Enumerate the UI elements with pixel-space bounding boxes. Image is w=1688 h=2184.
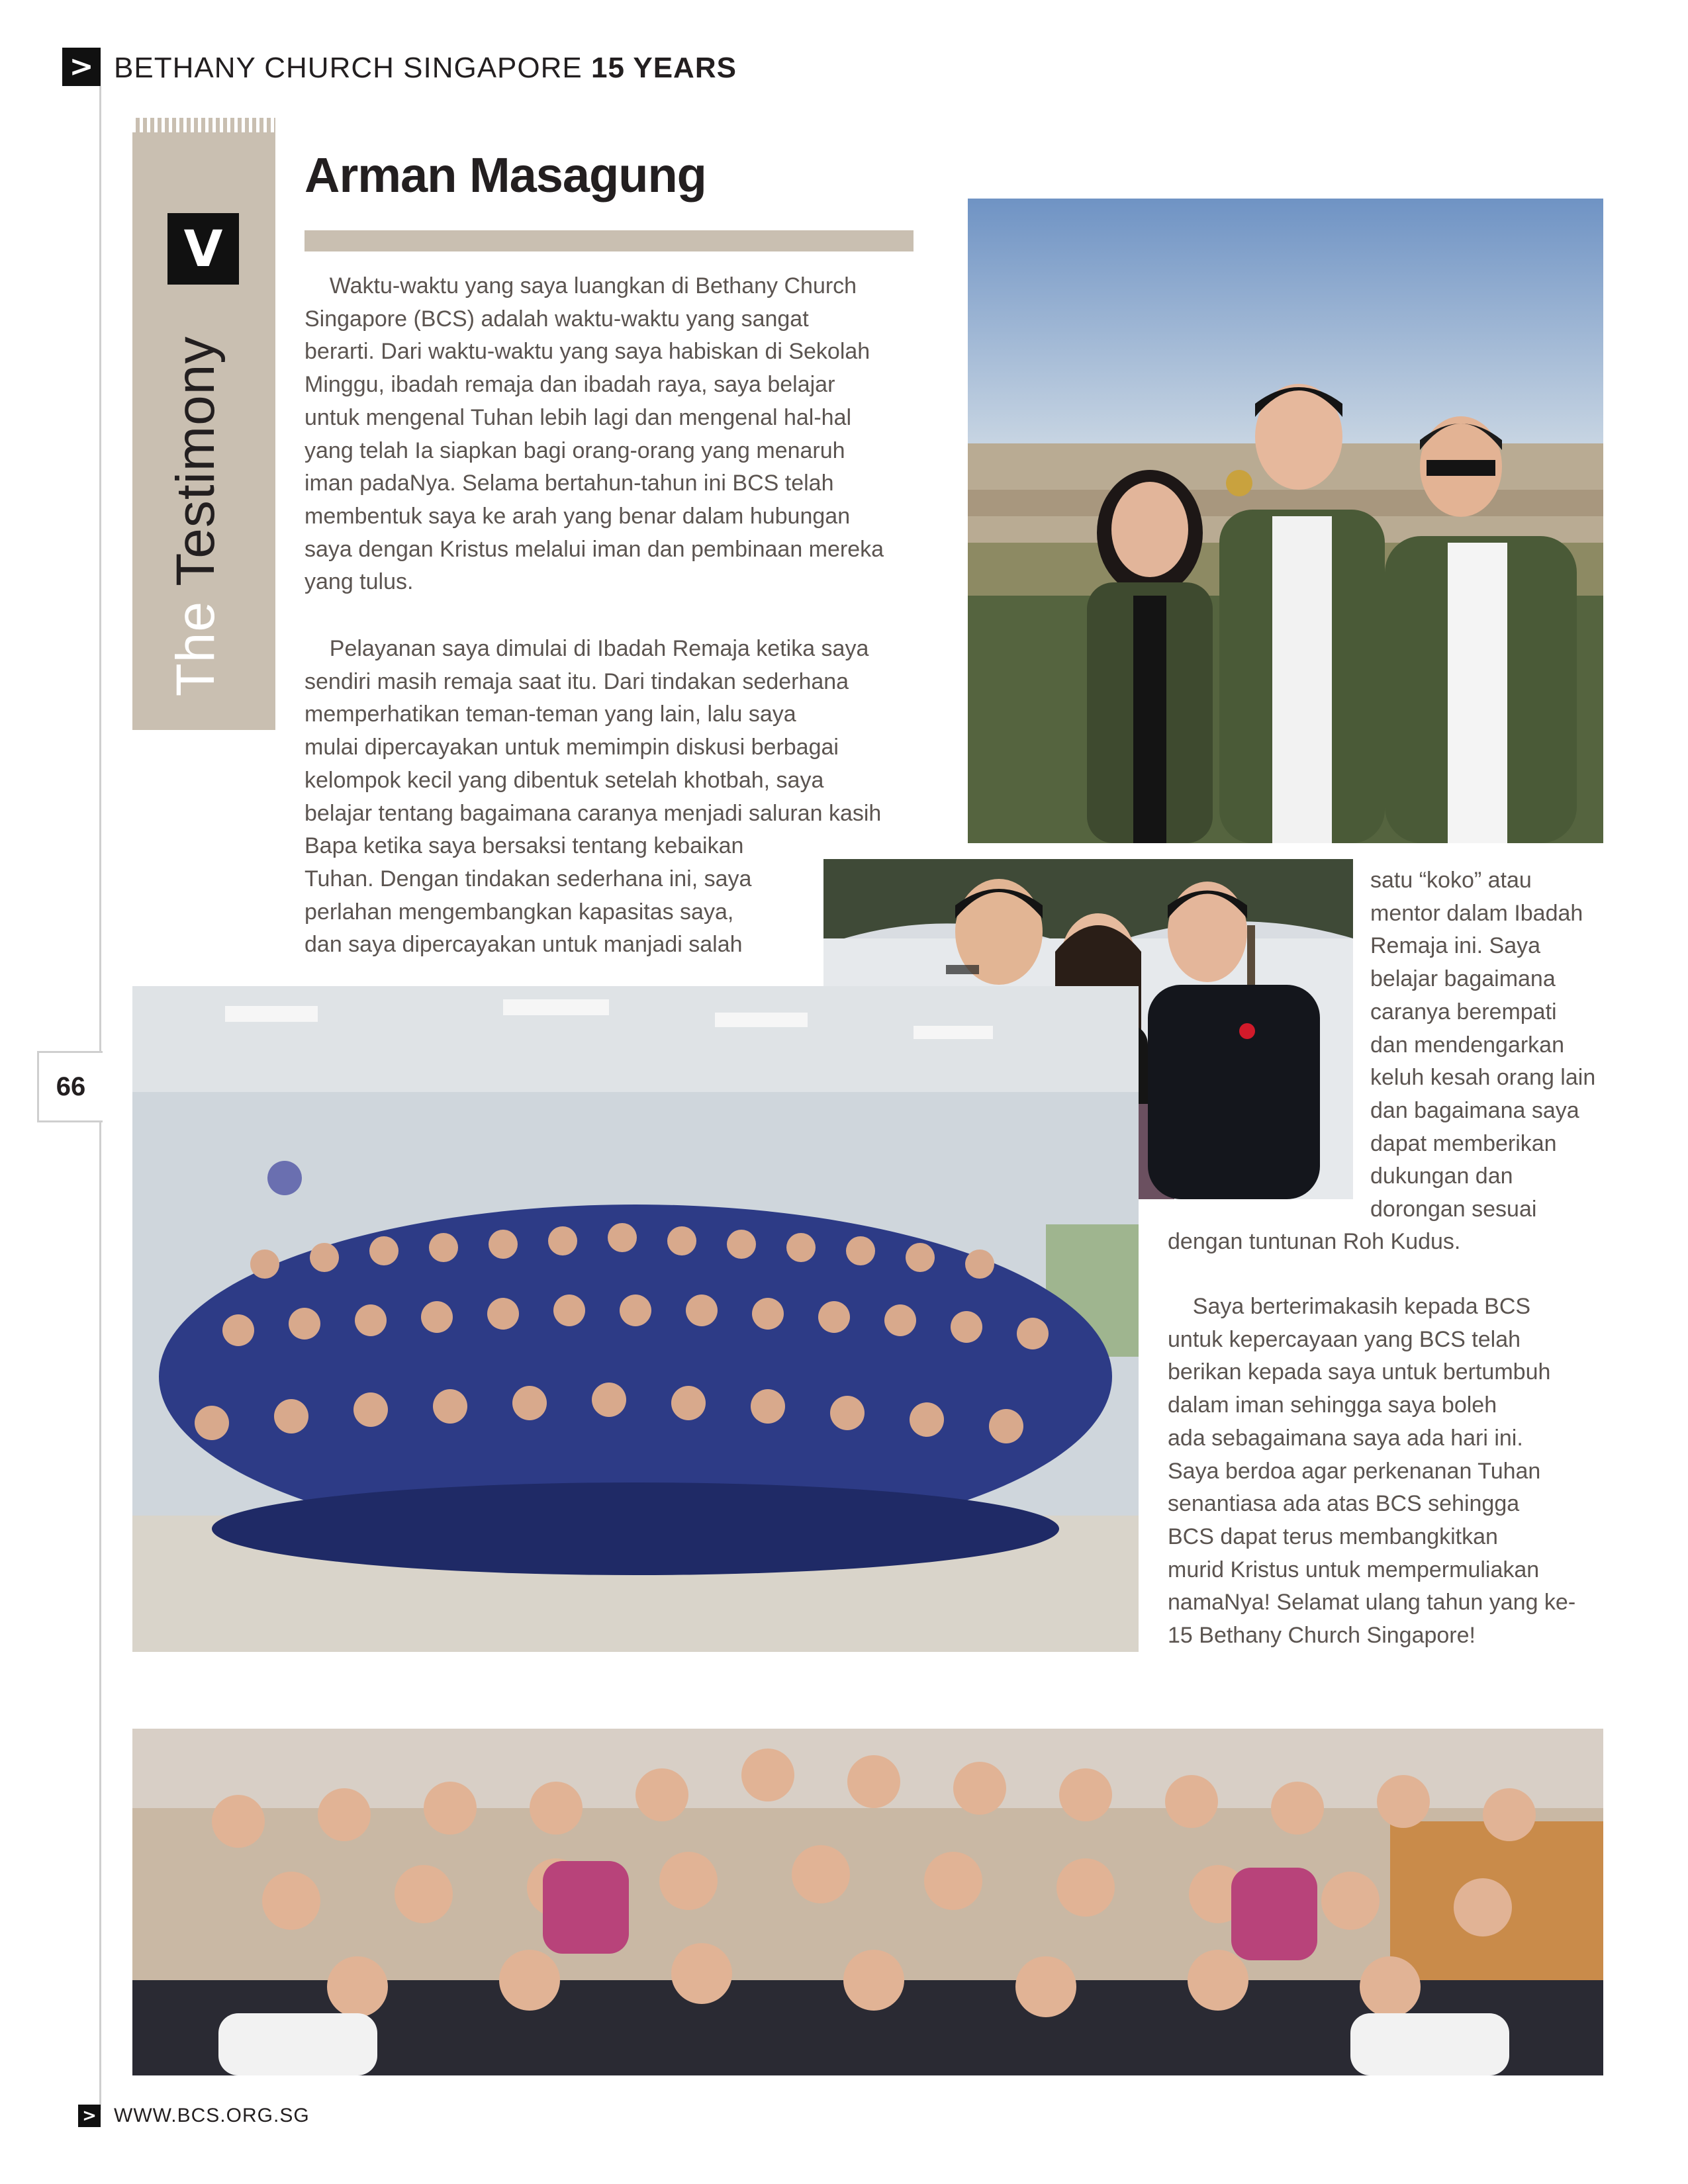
section-numeral: V <box>167 213 239 285</box>
family-photo <box>968 199 1603 843</box>
text-line: belajar bagaimana <box>1370 966 1556 992</box>
text-line: mulai dipercayakan untuk memimpin diskusi berbagai <box>305 735 839 760</box>
youth-group-photo <box>132 986 1139 1652</box>
text-line: berikan kepada saya untuk bertumbuh <box>1168 1359 1551 1385</box>
text-line: memperhatikan teman-teman yang lain, lalu saya <box>305 702 796 727</box>
text-line: 15 Bethany Church Singapore! <box>1168 1623 1476 1649</box>
text-line: dalam iman sehingga saya boleh <box>1168 1392 1497 1418</box>
text-line: keluh kesah orang lain <box>1370 1065 1596 1091</box>
text-line: perlahan mengembangkan kapasitas saya, <box>305 899 734 925</box>
text-line: Pelayanan saya dimulai di Ibadah Remaja ketika saya <box>305 636 869 661</box>
text-line: murid Kristus untuk mempermuliakan <box>1168 1557 1540 1582</box>
banner-fringe <box>132 118 275 132</box>
text-line: sendiri masih remaja saat itu. Dari tindakan sederhana <box>305 668 849 694</box>
text-line: membentuk saya ke arah yang benar dalam hubungan <box>305 503 851 529</box>
section-label <box>166 318 226 715</box>
paragraph-1 <box>305 270 914 599</box>
text-line: untuk kepercayaan yang BCS telah <box>1168 1326 1521 1352</box>
text-line: dan saya dipercayakan untuk manjadi salah <box>305 932 743 958</box>
paragraph-2-end <box>1168 1226 1461 1259</box>
section-label-testimony: Testimony <box>165 336 226 586</box>
text-line: dorongan sesuai <box>1370 1197 1537 1222</box>
page-number: 66 <box>37 1051 103 1122</box>
text-line: Bapa ketika saya bersaksi tentang kebaikan <box>305 833 744 859</box>
text-line: Tuhan. Dengan tindakan sederhana ini, saya <box>305 866 752 891</box>
footer-url[interactable]: WWW.BCS.ORG.SG <box>114 2105 310 2126</box>
text-line: BCS dapat terus membangkitkan <box>1168 1524 1498 1549</box>
text-line: Minggu, ibadah remaja dan ibadah raya, saya belajar <box>305 372 835 398</box>
text-line: iman padaNya. Selama bertahun-tahun ini BCS telah <box>305 471 834 496</box>
text-line: Remaja ini. Saya <box>1370 933 1541 959</box>
text-line: dapat memberikan <box>1370 1130 1557 1156</box>
text-line: kelompok kecil yang dibentuk setelah khotbah, saya <box>305 767 824 793</box>
group-photo <box>132 1729 1603 2075</box>
text-line: mentor dalam Ibadah <box>1370 900 1583 926</box>
text-line: Saya berterimakasih kepada BCS <box>1168 1294 1531 1319</box>
text-line: Saya berdoa agar perkenanan Tuhan <box>1168 1458 1541 1484</box>
text-line: untuk mengenal Tuhan lebih lagi dan mengenal hal-hal <box>305 404 852 430</box>
text-line: dengan tuntunan Roh Kudus. <box>1168 1229 1461 1254</box>
header-arrow-icon: > <box>62 48 101 86</box>
text-line: yang tulus. <box>305 569 414 595</box>
paragraph-2-continued <box>1370 864 1648 1226</box>
text-line: dan bagaimana saya <box>1370 1097 1579 1123</box>
header-years: 15 YEARS <box>590 52 737 84</box>
text-line: saya dengan Kristus melalui iman dan pembinaan mereka <box>305 536 884 562</box>
text-line: senantiasa ada atas BCS sehingga <box>1168 1491 1520 1517</box>
text-line: satu “koko” atau <box>1370 868 1532 893</box>
text-line: dan mendengarkan <box>1370 1032 1565 1058</box>
text-line: Waktu-waktu yang saya luangkan di Bethany Church <box>305 273 857 298</box>
text-line: dukungan dan <box>1370 1163 1513 1189</box>
section-label-the: The <box>165 601 226 697</box>
paragraph-3 <box>1168 1291 1605 1653</box>
text-line: yang telah Ia siapkan bagi orang-orang yang menaruh <box>305 437 845 463</box>
title-underline-bar <box>305 230 914 251</box>
text-line: caranya berempati <box>1370 999 1557 1024</box>
footer-arrow-icon: > <box>78 2105 101 2127</box>
text-line: namaNya! Selamat ulang tahun yang ke- <box>1168 1590 1576 1615</box>
text-line: ada sebagaimana saya ada hari ini. <box>1168 1425 1523 1451</box>
header-title <box>114 50 737 86</box>
article-title: Arman Masagung <box>305 148 706 203</box>
text-line: Singapore (BCS) adalah waktu-waktu yang sangat <box>305 306 809 332</box>
text-line: berarti. Dari waktu-waktu yang saya habiskan di Sekolah <box>305 339 870 365</box>
header-church-name: BETHANY CHURCH SINGAPORE <box>114 52 583 84</box>
text-line: belajar tentang bagaimana caranya menjadi saluran kasih <box>305 800 882 826</box>
